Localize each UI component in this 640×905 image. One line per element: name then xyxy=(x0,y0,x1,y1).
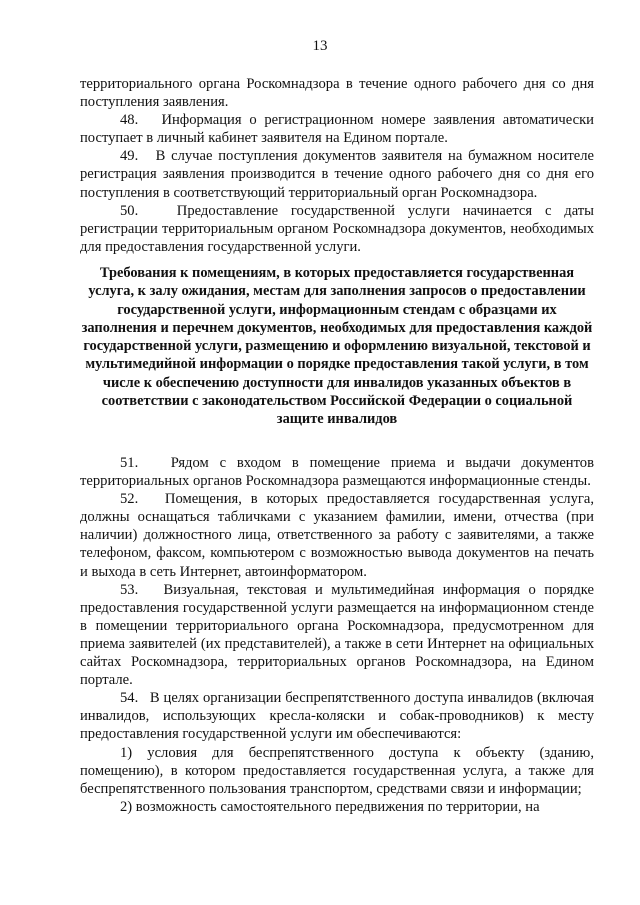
list-item-2: 2) возможность самостоятельного передвижения по территории, на xyxy=(120,798,540,815)
paragraph-52: 52. Помещения, в которых предоставляется государственная услуга, должны оснащаться табличками с указанием фамилии, имени, отчества (при наличии) должностного лица, ответственного за работу с заявителями, а также телефоном, факсом, компьютером с возможностью вывода документов на печать и выхода в сеть Интернет, автоинформатором. xyxy=(80,491,594,580)
paragraph-49: 49. В случае поступления документов заявителя на бумажном носителе регистрация заявления производится в течение одного рабочего дня со дня его поступления в соответствующий территориальный орган Роскомнадзора. xyxy=(80,148,594,201)
section-heading: Требования к помещениям, в которых предоставляется государственная услуга, к залу ожидания, местам для заполнения запросов о предоставлении государственной услуги, информационным стендам с образцами их заполнения и перечнем документов, необходимых для предоставления каждой государственной услуги, размещению и оформлению визуальной, текстовой и мультимедийной информации о порядке предоставления такой услуги, в том числе к обеспечению доступности для инвалидов указанных объектов в соответствии с законодательством Российской Федерации о социальной защите инвалидов xyxy=(81,265,593,428)
paragraph-54: 54. В целях организации беспрепятственного доступа инвалидов (включая инвалидов, использующих кресла-коляски и собак-проводников) к месту предоставления государственной услуги им обеспечиваются: xyxy=(80,690,594,743)
body-text-top xyxy=(80,75,594,256)
paragraph-51: 51. Рядом с входом в помещение приема и выдачи документов территориальных органов Роскомнадзора размещаются информационные стенды. xyxy=(80,455,594,490)
list-item-1: 1) условия для беспрепятственного доступа к объекту (зданию, помещению), в котором предоставляется государственная услуга, а также для беспрепятственного пользования транспортом, средствами связи и информации; xyxy=(80,744,594,797)
paragraph-53: 53. Визуальная, текстовая и мультимедийная информация о порядке предоставления государственной услуги размещается на информационном стенде в помещении территориального органа Роскомнадзора, предусмотренном для приема заявителей (их представителей), а также в сети Интернет на официальных сайтах Роскомнадзора, территориальных органов Роскомнадзора, на Едином портале. xyxy=(80,581,594,689)
page-number: 13 xyxy=(312,38,328,54)
paragraph-48: 48. Информация о регистрационном номере заявления автоматически поступает в личный кабинет заявителя на Едином портале. xyxy=(80,112,594,147)
paragraph-50: 50. Предоставление государственной услуги начинается с даты регистрации территориальным органом Роскомнадзора документов, необходимых для предоставления государственной услуги. xyxy=(80,202,594,255)
paragraph: территориального органа Роскомнадзора в течение одного рабочего дня со дня поступления заявления. xyxy=(80,76,594,111)
body-text-bottom xyxy=(80,454,594,816)
